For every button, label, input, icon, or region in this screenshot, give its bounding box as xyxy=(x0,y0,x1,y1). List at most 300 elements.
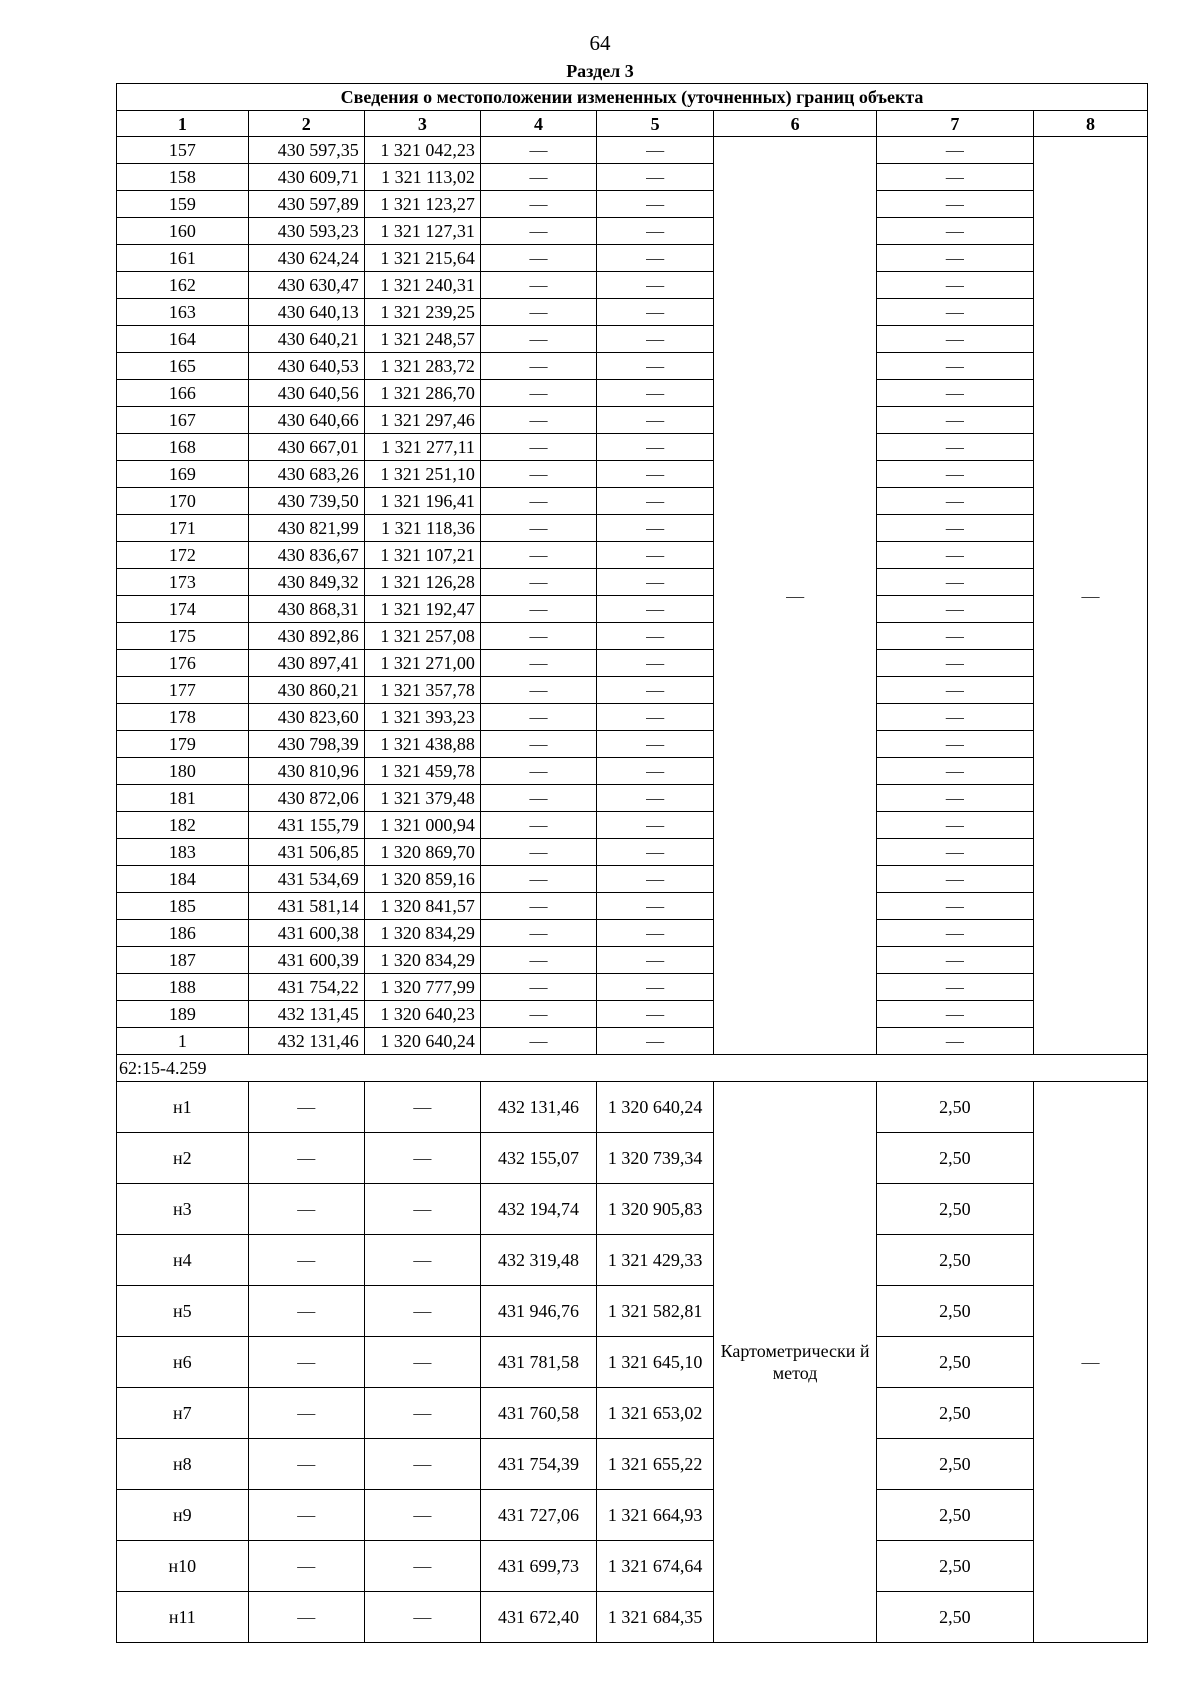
new-y-cell: — xyxy=(597,920,714,947)
existing-y-cell: — xyxy=(364,1184,480,1235)
table-row xyxy=(117,920,1148,947)
new-x-cell: 431 781,58 xyxy=(480,1337,596,1388)
point-number-cell: 174 xyxy=(117,596,249,623)
existing-y-cell: — xyxy=(364,1541,480,1592)
column-header: 4 xyxy=(480,111,596,137)
accuracy-cell: — xyxy=(876,623,1033,650)
table-row xyxy=(117,704,1148,731)
point-number-cell: 182 xyxy=(117,812,249,839)
new-x-cell: — xyxy=(480,569,596,596)
existing-y-cell: 1 321 042,23 xyxy=(364,137,480,164)
table-row xyxy=(117,1184,1148,1235)
existing-y-cell: — xyxy=(364,1592,480,1643)
table-row xyxy=(117,380,1148,407)
new-y-cell: — xyxy=(597,947,714,974)
existing-y-cell: — xyxy=(364,1490,480,1541)
new-y-cell: — xyxy=(597,812,714,839)
point-number-cell: н9 xyxy=(117,1490,249,1541)
existing-x-cell: 430 821,99 xyxy=(248,515,364,542)
new-y-cell: — xyxy=(597,218,714,245)
accuracy-cell: 2,50 xyxy=(876,1184,1033,1235)
new-y-cell: 1 321 653,02 xyxy=(597,1388,714,1439)
new-x-cell: — xyxy=(480,299,596,326)
existing-x-cell: 431 600,39 xyxy=(248,947,364,974)
table-row xyxy=(117,893,1148,920)
new-x-cell: 431 672,40 xyxy=(480,1592,596,1643)
new-y-cell: — xyxy=(597,677,714,704)
existing-x-cell: 430 739,50 xyxy=(248,488,364,515)
subsection-label: 62:15-4.259 xyxy=(117,1055,1148,1082)
point-number-cell: 170 xyxy=(117,488,249,515)
point-number-cell: 185 xyxy=(117,893,249,920)
accuracy-cell: — xyxy=(876,947,1033,974)
existing-y-cell: 1 321 239,25 xyxy=(364,299,480,326)
table-row xyxy=(117,596,1148,623)
new-y-cell: 1 321 429,33 xyxy=(597,1235,714,1286)
new-x-cell: — xyxy=(480,650,596,677)
accuracy-cell: — xyxy=(876,407,1033,434)
accuracy-cell: — xyxy=(876,245,1033,272)
existing-x-cell: 430 897,41 xyxy=(248,650,364,677)
point-number-cell: 177 xyxy=(117,677,249,704)
new-x-cell: — xyxy=(480,191,596,218)
table-row xyxy=(117,839,1148,866)
existing-x-cell: 430 868,31 xyxy=(248,596,364,623)
new-x-cell: 432 194,74 xyxy=(480,1184,596,1235)
existing-x-cell: — xyxy=(248,1337,364,1388)
table-row xyxy=(117,326,1148,353)
point-number-cell: н2 xyxy=(117,1133,249,1184)
accuracy-cell: 2,50 xyxy=(876,1388,1033,1439)
new-x-cell: — xyxy=(480,326,596,353)
new-x-cell: — xyxy=(480,704,596,731)
accuracy-cell: — xyxy=(876,920,1033,947)
accuracy-cell: 2,50 xyxy=(876,1082,1033,1133)
existing-x-cell: — xyxy=(248,1592,364,1643)
new-y-cell: — xyxy=(597,704,714,731)
existing-x-cell: 430 849,32 xyxy=(248,569,364,596)
new-x-cell: 432 319,48 xyxy=(480,1235,596,1286)
page-number: 64 xyxy=(589,31,611,55)
existing-y-cell: 1 321 192,47 xyxy=(364,596,480,623)
table-row xyxy=(117,623,1148,650)
existing-y-cell: 1 321 286,70 xyxy=(364,380,480,407)
boundary-coordinates-table xyxy=(116,83,1148,1643)
existing-x-cell: 432 131,46 xyxy=(248,1028,364,1055)
table-row xyxy=(117,1028,1148,1055)
table-body xyxy=(117,84,1148,1643)
existing-x-cell: 430 609,71 xyxy=(248,164,364,191)
table-row xyxy=(117,1337,1148,1388)
existing-x-cell: 430 860,21 xyxy=(248,677,364,704)
table-row xyxy=(117,245,1148,272)
existing-x-cell: 430 667,01 xyxy=(248,434,364,461)
column-header-row xyxy=(117,111,1148,137)
new-y-cell: — xyxy=(597,488,714,515)
new-y-cell: 1 320 905,83 xyxy=(597,1184,714,1235)
new-y-cell: — xyxy=(597,353,714,380)
new-x-cell: 432 155,07 xyxy=(480,1133,596,1184)
accuracy-cell: 2,50 xyxy=(876,1592,1033,1643)
new-y-cell: — xyxy=(597,1028,714,1055)
point-number-cell: 166 xyxy=(117,380,249,407)
accuracy-cell: — xyxy=(876,272,1033,299)
accuracy-cell: — xyxy=(876,380,1033,407)
accuracy-cell: — xyxy=(876,299,1033,326)
existing-y-cell: 1 321 123,27 xyxy=(364,191,480,218)
table-row xyxy=(117,1541,1148,1592)
new-y-cell: — xyxy=(597,974,714,1001)
new-y-cell: — xyxy=(597,542,714,569)
new-x-cell: — xyxy=(480,974,596,1001)
point-number-cell: н4 xyxy=(117,1235,249,1286)
new-x-cell: 431 699,73 xyxy=(480,1541,596,1592)
existing-x-cell: 430 798,39 xyxy=(248,731,364,758)
new-y-cell: — xyxy=(597,326,714,353)
table-row xyxy=(117,353,1148,380)
existing-y-cell: 1 320 777,99 xyxy=(364,974,480,1001)
table-row xyxy=(117,407,1148,434)
new-x-cell: — xyxy=(480,596,596,623)
method-cell: Картометрически й метод xyxy=(714,1082,877,1643)
new-x-cell: — xyxy=(480,758,596,785)
existing-x-cell: 431 506,85 xyxy=(248,839,364,866)
new-x-cell: — xyxy=(480,839,596,866)
new-y-cell: 1 321 655,22 xyxy=(597,1439,714,1490)
new-x-cell: — xyxy=(480,1001,596,1028)
new-x-cell: — xyxy=(480,218,596,245)
new-x-cell: 431 727,06 xyxy=(480,1490,596,1541)
existing-y-cell: 1 321 297,46 xyxy=(364,407,480,434)
table-row xyxy=(117,272,1148,299)
existing-x-cell: — xyxy=(248,1286,364,1337)
existing-x-cell: 431 600,38 xyxy=(248,920,364,947)
new-x-cell: — xyxy=(480,785,596,812)
new-x-cell: 431 946,76 xyxy=(480,1286,596,1337)
existing-x-cell: 430 597,35 xyxy=(248,137,364,164)
new-y-cell: — xyxy=(597,380,714,407)
new-x-cell: — xyxy=(480,677,596,704)
table-row xyxy=(117,974,1148,1001)
existing-x-cell: — xyxy=(248,1541,364,1592)
accuracy-cell: — xyxy=(876,353,1033,380)
table-row xyxy=(117,1286,1148,1337)
existing-x-cell: 431 581,14 xyxy=(248,893,364,920)
existing-y-cell: 1 321 357,78 xyxy=(364,677,480,704)
point-number-cell: 176 xyxy=(117,650,249,677)
existing-x-cell: 431 155,79 xyxy=(248,812,364,839)
existing-x-cell: — xyxy=(248,1490,364,1541)
point-number-cell: 187 xyxy=(117,947,249,974)
point-number-cell: 173 xyxy=(117,569,249,596)
accuracy-cell: — xyxy=(876,542,1033,569)
existing-x-cell: 430 597,89 xyxy=(248,191,364,218)
existing-x-cell: 431 534,69 xyxy=(248,866,364,893)
new-x-cell: — xyxy=(480,407,596,434)
new-y-cell: 1 320 640,24 xyxy=(597,1082,714,1133)
existing-y-cell: 1 321 459,78 xyxy=(364,758,480,785)
new-x-cell: — xyxy=(480,947,596,974)
existing-y-cell: — xyxy=(364,1235,480,1286)
point-number-cell: 159 xyxy=(117,191,249,218)
accuracy-cell: — xyxy=(876,191,1033,218)
point-number-cell: 180 xyxy=(117,758,249,785)
point-number-cell: 1 xyxy=(117,1028,249,1055)
point-number-cell: 163 xyxy=(117,299,249,326)
accuracy-cell: — xyxy=(876,974,1033,1001)
point-number-cell: 160 xyxy=(117,218,249,245)
accuracy-cell: — xyxy=(876,596,1033,623)
point-number-cell: 171 xyxy=(117,515,249,542)
existing-y-cell: — xyxy=(364,1286,480,1337)
existing-x-cell: — xyxy=(248,1082,364,1133)
existing-x-cell: — xyxy=(248,1439,364,1490)
existing-y-cell: 1 321 118,36 xyxy=(364,515,480,542)
point-number-cell: н10 xyxy=(117,1541,249,1592)
table-row xyxy=(117,650,1148,677)
point-number-cell: н3 xyxy=(117,1184,249,1235)
existing-y-cell: 1 321 113,02 xyxy=(364,164,480,191)
existing-y-cell: 1 321 240,31 xyxy=(364,272,480,299)
table-row xyxy=(117,758,1148,785)
accuracy-cell: — xyxy=(876,866,1033,893)
existing-y-cell: 1 321 248,57 xyxy=(364,326,480,353)
table-row xyxy=(117,461,1148,488)
existing-y-cell: 1 321 277,11 xyxy=(364,434,480,461)
table-row xyxy=(117,947,1148,974)
new-y-cell: — xyxy=(597,731,714,758)
point-number-cell: 164 xyxy=(117,326,249,353)
existing-x-cell: — xyxy=(248,1388,364,1439)
existing-x-cell: 430 640,21 xyxy=(248,326,364,353)
new-y-cell: — xyxy=(597,164,714,191)
column-header: 8 xyxy=(1033,111,1147,137)
new-y-cell: — xyxy=(597,191,714,218)
point-number-cell: 158 xyxy=(117,164,249,191)
table-row xyxy=(117,731,1148,758)
point-number-cell: 178 xyxy=(117,704,249,731)
point-number-cell: 189 xyxy=(117,1001,249,1028)
existing-x-cell: 430 640,53 xyxy=(248,353,364,380)
accuracy-cell: 2,50 xyxy=(876,1541,1033,1592)
point-number-cell: н5 xyxy=(117,1286,249,1337)
table-row xyxy=(117,785,1148,812)
new-x-cell: — xyxy=(480,542,596,569)
point-number-cell: н6 xyxy=(117,1337,249,1388)
accuracy-cell: — xyxy=(876,731,1033,758)
point-number-cell: 172 xyxy=(117,542,249,569)
new-y-cell: — xyxy=(597,758,714,785)
existing-y-cell: 1 320 869,70 xyxy=(364,839,480,866)
table-row xyxy=(117,488,1148,515)
existing-x-cell: 431 754,22 xyxy=(248,974,364,1001)
table-row xyxy=(117,569,1148,596)
new-y-cell: — xyxy=(597,893,714,920)
table-caption: Сведения о местоположении измененных (уточненных) границ объекта xyxy=(117,84,1148,111)
existing-x-cell: 430 836,67 xyxy=(248,542,364,569)
point-number-cell: н1 xyxy=(117,1082,249,1133)
existing-y-cell: 1 321 393,23 xyxy=(364,704,480,731)
new-x-cell: — xyxy=(480,353,596,380)
column-header: 1 xyxy=(117,111,249,137)
existing-y-cell: — xyxy=(364,1133,480,1184)
new-y-cell: — xyxy=(597,245,714,272)
new-y-cell: — xyxy=(597,299,714,326)
point-number-cell: 169 xyxy=(117,461,249,488)
existing-y-cell: 1 320 640,23 xyxy=(364,1001,480,1028)
accuracy-cell: — xyxy=(876,650,1033,677)
point-number-cell: 157 xyxy=(117,137,249,164)
column-header: 2 xyxy=(248,111,364,137)
table-row xyxy=(117,515,1148,542)
description-cell: — xyxy=(1033,137,1147,1055)
new-y-cell: — xyxy=(597,839,714,866)
existing-x-cell: 430 872,06 xyxy=(248,785,364,812)
new-y-cell: — xyxy=(597,650,714,677)
table-row xyxy=(117,434,1148,461)
point-number-cell: н8 xyxy=(117,1439,249,1490)
accuracy-cell: — xyxy=(876,704,1033,731)
point-number-cell: н7 xyxy=(117,1388,249,1439)
point-number-cell: 179 xyxy=(117,731,249,758)
new-y-cell: — xyxy=(597,272,714,299)
new-x-cell: — xyxy=(480,245,596,272)
column-header: 5 xyxy=(597,111,714,137)
accuracy-cell: — xyxy=(876,137,1033,164)
new-x-cell: 432 131,46 xyxy=(480,1082,596,1133)
table-row xyxy=(117,542,1148,569)
table-row xyxy=(117,812,1148,839)
new-x-cell: — xyxy=(480,893,596,920)
accuracy-cell: — xyxy=(876,461,1033,488)
new-y-cell: 1 320 739,34 xyxy=(597,1133,714,1184)
column-header: 6 xyxy=(714,111,877,137)
existing-y-cell: 1 321 126,28 xyxy=(364,569,480,596)
existing-x-cell: — xyxy=(248,1184,364,1235)
accuracy-cell: — xyxy=(876,515,1033,542)
existing-y-cell: 1 321 271,00 xyxy=(364,650,480,677)
accuracy-cell: 2,50 xyxy=(876,1490,1033,1541)
existing-y-cell: — xyxy=(364,1082,480,1133)
new-y-cell: — xyxy=(597,866,714,893)
new-x-cell: — xyxy=(480,1028,596,1055)
point-number-cell: 162 xyxy=(117,272,249,299)
accuracy-cell: — xyxy=(876,677,1033,704)
existing-x-cell: 432 131,45 xyxy=(248,1001,364,1028)
subsection-row xyxy=(117,1055,1148,1082)
method-cell: — xyxy=(714,137,877,1055)
accuracy-cell: — xyxy=(876,893,1033,920)
accuracy-cell: — xyxy=(876,218,1033,245)
existing-y-cell: 1 321 257,08 xyxy=(364,623,480,650)
table-row xyxy=(117,1388,1148,1439)
table-row xyxy=(117,677,1148,704)
new-y-cell: — xyxy=(597,515,714,542)
accuracy-cell: — xyxy=(876,839,1033,866)
table-row xyxy=(117,1235,1148,1286)
accuracy-cell: — xyxy=(876,812,1033,839)
existing-y-cell: 1 320 859,16 xyxy=(364,866,480,893)
new-x-cell: — xyxy=(480,488,596,515)
existing-y-cell: 1 321 196,41 xyxy=(364,488,480,515)
new-x-cell: — xyxy=(480,380,596,407)
accuracy-cell: — xyxy=(876,569,1033,596)
table-row xyxy=(117,866,1148,893)
new-y-cell: — xyxy=(597,785,714,812)
column-header: 3 xyxy=(364,111,480,137)
table-row xyxy=(117,164,1148,191)
new-y-cell: 1 321 645,10 xyxy=(597,1337,714,1388)
existing-y-cell: 1 321 127,31 xyxy=(364,218,480,245)
new-x-cell: — xyxy=(480,515,596,542)
existing-y-cell: 1 320 640,24 xyxy=(364,1028,480,1055)
existing-x-cell: 430 640,56 xyxy=(248,380,364,407)
accuracy-cell: 2,50 xyxy=(876,1133,1033,1184)
table-row xyxy=(117,299,1148,326)
new-x-cell: — xyxy=(480,920,596,947)
table-row xyxy=(117,1133,1148,1184)
point-number-cell: 188 xyxy=(117,974,249,1001)
existing-y-cell: 1 320 834,29 xyxy=(364,920,480,947)
point-number-cell: 181 xyxy=(117,785,249,812)
table-caption-row xyxy=(117,84,1148,111)
new-y-cell: — xyxy=(597,434,714,461)
point-number-cell: н11 xyxy=(117,1592,249,1643)
new-y-cell: 1 321 582,81 xyxy=(597,1286,714,1337)
existing-x-cell: 430 823,60 xyxy=(248,704,364,731)
new-y-cell: — xyxy=(597,623,714,650)
table-row xyxy=(117,191,1148,218)
new-x-cell: — xyxy=(480,137,596,164)
new-x-cell: 431 754,39 xyxy=(480,1439,596,1490)
new-x-cell: — xyxy=(480,866,596,893)
existing-y-cell: — xyxy=(364,1388,480,1439)
accuracy-cell: 2,50 xyxy=(876,1439,1033,1490)
new-x-cell: — xyxy=(480,461,596,488)
existing-y-cell: 1 320 841,57 xyxy=(364,893,480,920)
new-x-cell: — xyxy=(480,272,596,299)
section-title: Раздел 3 xyxy=(566,61,634,81)
new-y-cell: — xyxy=(597,137,714,164)
accuracy-cell: 2,50 xyxy=(876,1235,1033,1286)
point-number-cell: 167 xyxy=(117,407,249,434)
table-row xyxy=(117,1082,1148,1133)
existing-x-cell: 430 624,24 xyxy=(248,245,364,272)
new-y-cell: — xyxy=(597,596,714,623)
table-row xyxy=(117,1001,1148,1028)
accuracy-cell: — xyxy=(876,326,1033,353)
table-row xyxy=(117,218,1148,245)
table-row xyxy=(117,1439,1148,1490)
point-number-cell: 186 xyxy=(117,920,249,947)
new-y-cell: — xyxy=(597,461,714,488)
existing-x-cell: — xyxy=(248,1133,364,1184)
existing-y-cell: 1 321 283,72 xyxy=(364,353,480,380)
accuracy-cell: — xyxy=(876,488,1033,515)
new-x-cell: 431 760,58 xyxy=(480,1388,596,1439)
point-number-cell: 168 xyxy=(117,434,249,461)
column-header: 7 xyxy=(876,111,1033,137)
table-row xyxy=(117,137,1148,164)
point-number-cell: 165 xyxy=(117,353,249,380)
existing-y-cell: 1 321 379,48 xyxy=(364,785,480,812)
existing-y-cell: 1 320 834,29 xyxy=(364,947,480,974)
new-y-cell: — xyxy=(597,407,714,434)
accuracy-cell: — xyxy=(876,1001,1033,1028)
new-x-cell: — xyxy=(480,434,596,461)
existing-y-cell: — xyxy=(364,1337,480,1388)
point-number-cell: 161 xyxy=(117,245,249,272)
